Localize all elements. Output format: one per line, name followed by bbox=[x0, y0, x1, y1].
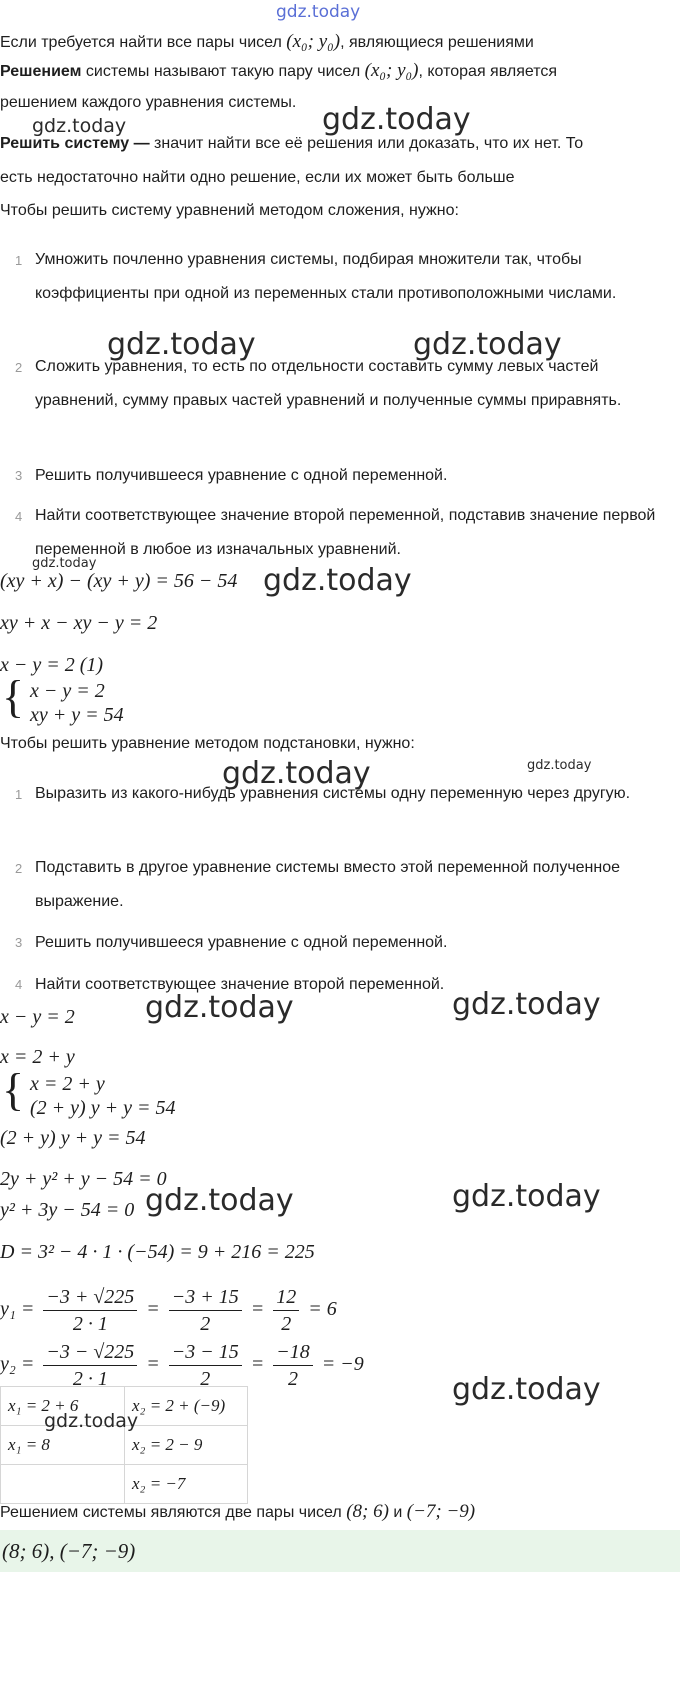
list-item: 2 Сложить уравнения, то есть по отдельности составить сумму левых частей уравнений, сумму правых частей уравнений и полученные суммы приравнять. bbox=[15, 358, 622, 409]
equation: (xy + x) − (xy + y) = 56 − 54 bbox=[0, 570, 238, 592]
watermark: gdz.today bbox=[145, 1183, 294, 1218]
equation: x − y = 2 bbox=[0, 1006, 75, 1028]
list-item: 4 Найти соответствующее значение второй переменной, подставив значение первой переменной в любое из изначальных уравнений. bbox=[15, 507, 656, 558]
table-cell: x₂ = 2 + (−9) bbox=[125, 1387, 248, 1426]
method-substitution-title: Чтобы решить уравнение методом подстановки, нужно: bbox=[0, 735, 415, 752]
watermark: gdz.today bbox=[32, 556, 97, 571]
watermark: gdz.today bbox=[322, 102, 471, 137]
equation: xy + x − xy − y = 2 bbox=[0, 612, 158, 634]
solve-line-2: есть недостаточно найти одно решение, если их может быть больше bbox=[0, 169, 515, 186]
answer-box: (8; 6), (−7; −9) bbox=[0, 1530, 680, 1572]
discriminant: D = 3² − 4 · 1 · (−54) = 9 + 216 = 225 bbox=[0, 1241, 315, 1263]
equation: x − y = 2 (1) bbox=[0, 654, 104, 676]
watermark: gdz.today bbox=[145, 990, 294, 1025]
table-cell: x₁ = 2 + 6 bbox=[1, 1387, 125, 1426]
solve-line-1: Решить систему — значит найти все её решения или доказать, что их нет. То bbox=[0, 135, 584, 152]
method-addition-title: Чтобы решить систему уравнений методом сложения, нужно: bbox=[0, 202, 459, 219]
equation: y² + 3y − 54 = 0 bbox=[0, 1199, 135, 1221]
equation-system: { x = 2 + y (2 + y) y + y = 54 bbox=[2, 1064, 176, 1119]
watermark: gdz.today bbox=[44, 1410, 139, 1432]
table-cell: x₁ = 8 bbox=[1, 1426, 125, 1465]
watermark: gdz.today bbox=[527, 758, 592, 773]
equation: 2y + y² + y − 54 = 0 bbox=[0, 1168, 167, 1190]
watermark: gdz.today bbox=[32, 115, 127, 137]
table-cell: x₂ = 2 − 9 bbox=[125, 1426, 248, 1465]
list-item: 1 Умножить почленно уравнения системы, подбирая множители так, чтобы коэффициенты при одной из переменных стали противоположными числами. bbox=[15, 251, 617, 302]
watermark: gdz.today bbox=[413, 327, 562, 362]
conclusion: Решением системы являются две пары чисел (8; 6) и (−7; −9) bbox=[0, 1501, 476, 1522]
equation: (2 + y) y + y = 54 bbox=[0, 1127, 146, 1149]
brace-icon: { bbox=[2, 671, 25, 722]
watermark: gdz.today bbox=[107, 327, 256, 362]
intro-line-1: Если требуется найти все пары чисел (x₀; y₀), являющиеся решениями bbox=[0, 31, 534, 52]
equation-system: { x − y = 2 xy + y = 54 bbox=[2, 671, 124, 726]
definition-line-2: решением каждого уравнения системы. bbox=[0, 94, 297, 111]
root-y1: y₁ = $\frac{-3 + √225}{2 \cdot 1}$ = $\frac{-3 + 15}{2}$ = $\frac{12}{2}$ = 6 bbox=[0, 1285, 337, 1335]
brace-icon: { bbox=[2, 1064, 25, 1115]
x-values-table bbox=[0, 1386, 248, 1504]
list-item: 2 Подставить в другое уравнение системы вместо этой переменной полученное выражение. bbox=[15, 859, 621, 910]
equation: x = 2 + y bbox=[0, 1046, 75, 1068]
header-watermark: gdz.today bbox=[276, 2, 361, 22]
root-y2: y₂ = $\frac{-3 - √225}{2 \cdot 1}$ = $\frac{-3 - 15}{2}$ = $\frac{-18}{2}$ = −9 bbox=[0, 1340, 364, 1390]
watermark: gdz.today bbox=[452, 1179, 601, 1214]
definition-line-1: Решением системы называют такую пару чисел (x₀; y₀), которая является bbox=[0, 60, 558, 81]
watermark: gdz.today bbox=[222, 756, 371, 791]
watermark: gdz.today bbox=[452, 987, 601, 1022]
table-cell: x₂ = −7 bbox=[125, 1465, 248, 1504]
watermark: gdz.today bbox=[263, 563, 412, 598]
watermark: gdz.today bbox=[452, 1372, 601, 1407]
list-item: 1 Выразить из какого-нибудь уравнения системы одну переменную через другую. bbox=[15, 785, 631, 802]
